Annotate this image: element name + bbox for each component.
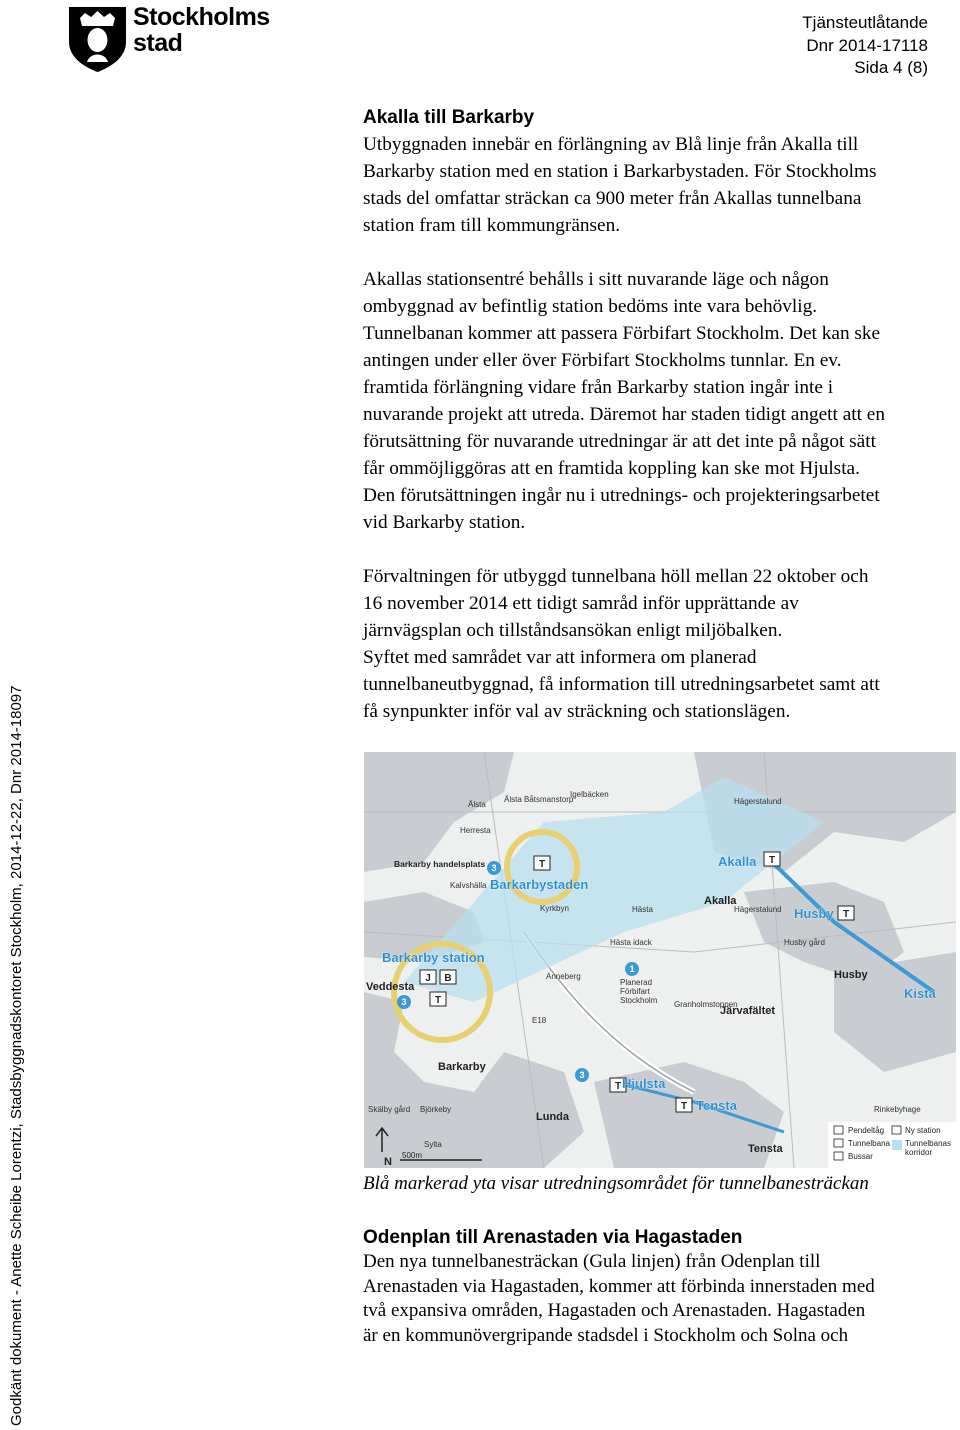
approval-side-note: Godkänt dokument - Anette Scheibe Lorentzi, Stadsbyggnadskontoret Stockholm, 2014-12-22, Dnr 2014-18097 [8,685,25,1426]
map-legend [828,1122,956,1168]
label-hasta: Hästa [632,905,653,914]
legend-korridor: korridor [905,1148,933,1157]
svg-text:N: N [384,1156,392,1168]
label-kalvshalla: Kalvshälla [450,881,487,890]
label-hasta-idack: Hästa idack [610,938,652,947]
label-rinkebyhage: Rinkebyhage [874,1105,921,1114]
text-line: får ommöjliggöras att en framtida koppling kan ske mot Hjulsta. [363,458,860,479]
t-label: T [538,859,546,870]
marker3-label: 3 [579,1070,585,1080]
text-line: nuvarande projekt att utreda. Däremot har staden tidigt angett att en [363,404,886,425]
label-barkarby-station: Barkarby station [382,950,485,965]
t-label: T [680,1101,688,1112]
label-barkarby: Barkarby [438,1061,486,1073]
t-label: T [614,1081,622,1092]
paragraph-4 [363,1250,953,1348]
marker1-label: 1 [629,964,635,974]
doc-type: Tjänsteutlåtande [802,13,928,32]
j-label: J [425,973,431,984]
text-line: Den nya tunnelbanesträckan (Gula linjen) från Odenplan till [363,1251,821,1272]
text-line: är en kommunövergripande stadsdel i Stockholm och Solna och [363,1324,849,1346]
text-line: Barkarby station med en station i Barkarbystaden. För Stockholms [363,161,877,182]
label-tensta-station: Tensta [696,1098,737,1113]
section-heading-akalla-barkarby: Akalla till Barkarby [363,107,535,128]
map-caption: Blå markerad yta visar utredningsområdet för tunnelbanesträckan [363,1173,869,1194]
logo-line-1: Stockholms [133,3,270,31]
label-akalla: Akalla [704,895,737,907]
t-label: T [434,995,442,1006]
label-lunda: Lunda [536,1111,569,1123]
logo-wordmark [133,4,270,56]
text-line: Utbyggnaden innebär en förlängning av Blå linje från Akalla till [363,134,859,155]
legend-ny-station: Ny station [905,1126,941,1135]
label-skalby-gard: Skälby gård [368,1105,411,1114]
text-line: tunnelbaneutbyggnad, få information till utredningsarbetet samt att [363,674,880,695]
label-stockholm: Stockholm [620,996,658,1005]
text-line: 16 november 2014 ett tidigt samråd inför upprättande av [363,593,799,614]
svg-text:500m: 500m [402,1151,423,1160]
label-husby-gard: Husby gård [784,938,825,947]
label-bjorkeby: Björkeby [420,1105,452,1114]
section-heading-odenplan-arenastaden: Odenplan till Arenastaden via Hagastaden [363,1227,743,1248]
label-husby: Husby [834,969,868,981]
doc-number: Dnr 2014-17118 [806,36,928,55]
label-planerad: Planerad [620,978,653,987]
label-kyrkbyn: Kyrkbyn [540,904,569,913]
label-jarvafaltet: Järvafältet [720,1005,776,1017]
label-alsta: Älsta [468,800,486,809]
label-alsta-batsmanstorp: Älsta Båtsmanstorp [504,795,574,804]
label-husby-station: Husby [794,906,834,921]
label-sylta: Sylta [424,1140,442,1149]
legend-tunnelbanas: Tunnelbanas [905,1139,951,1148]
text-line: antingen under eller över Förbifart Stockholms tunnlar. En ev. [363,350,842,371]
text-line: ombyggnad av befintlig station bedöms inte vara behövlig. [363,296,818,317]
label-igelbacken: Igelbäcken [570,790,609,799]
text-line: station fram till kommungränsen. [363,215,621,236]
text-line: järnvägsplan och tillståndsansökan enligt miljöbalken. [363,620,783,641]
marker3-label: 3 [491,863,497,873]
text-line: få synpunkter inför val av sträckning och stationslägen. [363,701,791,722]
text-line: Den förutsättningen ingår nu i utrednings- och projekteringsarbetet [363,485,880,506]
paragraph-2 [363,266,953,536]
label-forbifart: Förbifart [620,987,650,996]
legend-pendeltag: Pendeltåg [848,1126,885,1135]
text-line: framtida förlängning vidare från Barkarby station ingår inte i [363,377,834,398]
label-hagerstalund: Hägerstalund [734,905,782,914]
label-barkarbystaden: Barkarbystaden [490,877,589,892]
text-line: två expansiva områden, Hagastaden och Arenastaden. Hagastaden [363,1300,866,1321]
page-number: Sida 4 (8) [854,58,928,77]
text-line: Förvaltningen för utbyggd tunnelbana höll mellan 22 oktober och [363,566,869,587]
text-line: vid Barkarby station. [363,512,526,533]
label-hagerstalund-2: Hägerstalund [734,797,782,806]
label-anneberg: Anneberg [546,972,581,981]
paragraph-1 [363,131,953,239]
text-line: stads del omfattar sträckan ca 900 meter från Akallas tunnelbana [363,188,862,209]
label-e18: E18 [532,1016,547,1025]
label-granholmstoppen: Granholmstoppen [674,1000,738,1009]
marker3-label: 3 [401,997,407,1007]
paragraph-3 [363,563,953,725]
label-tensta: Tensta [748,1143,783,1155]
label-herresta: Herresta [460,826,491,835]
label-barkarby-handelsplats: Barkarby handelsplats [394,859,486,869]
text-line: Syftet med samrådet var att informera om planerad [363,647,757,668]
label-hjulsta-station: Hjulsta [622,1076,666,1091]
text-line: Arenastaden via Hagastaden, kommer att förbinda innerstaden med [363,1275,875,1297]
label-kista-station: Kista [904,986,936,1001]
legend-tunnelbana: Tunnelbana [848,1139,890,1148]
route-map [364,752,956,1168]
logo-line-2: stad [133,29,183,57]
text-line: Akallas stationsentré behålls i sitt nuvarande läge och någon [363,269,829,290]
text-line: förutsättning för nuvarande utredningar är att det inte på något sätt [363,431,876,452]
b-label: B [444,973,452,984]
label-veddesta: Veddesta [366,981,415,993]
t-label: T [842,909,850,920]
t-label: T [768,855,776,866]
label-akalla-station: Akalla [718,854,757,869]
legend-bussar: Bussar [848,1152,873,1161]
text-line: Tunnelbanan kommer att passera Förbifart Stockholm. Det kan ske [363,323,881,344]
